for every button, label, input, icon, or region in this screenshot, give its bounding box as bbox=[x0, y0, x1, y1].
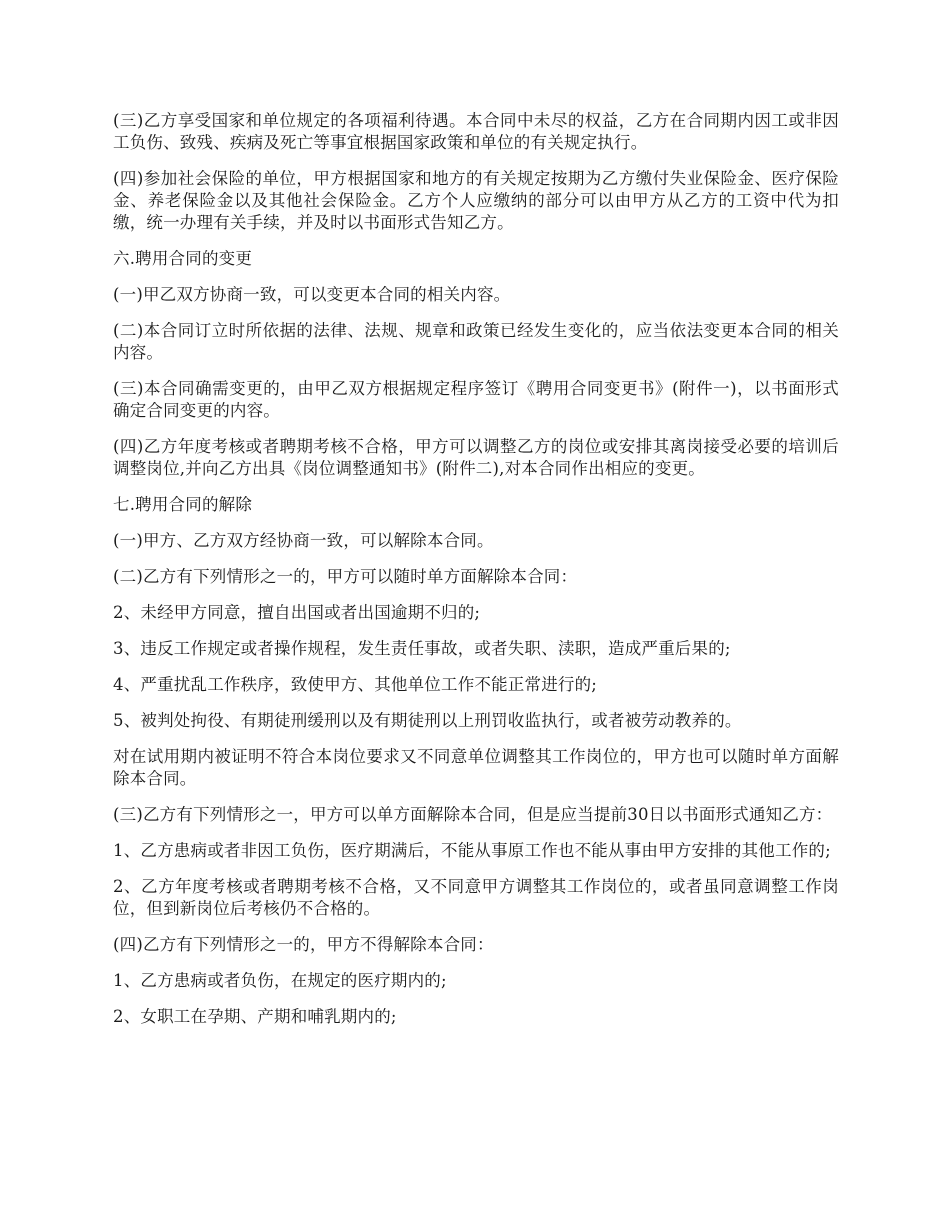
list-item-termination-3-1: 1、乙方患病或者非因工负伤，医疗期满后，不能从事原工作也不能从事由甲方安排的其他工作的; bbox=[113, 841, 831, 860]
list-item-termination-2-2: 2、未经甲方同意，擅自出国或者出国逾期不归的; bbox=[113, 603, 481, 622]
paragraph-termination-3: (三)乙方有下列情形之一，甲方可以单方面解除本合同，但是应当提前30日以书面形式通知乙方： bbox=[113, 805, 833, 824]
section-heading-contract-termination: 七.聘用合同的解除 bbox=[113, 495, 253, 514]
paragraph-termination-2: (二)乙方有下列情形之一的，甲方可以随时单方面解除本合同： bbox=[113, 567, 578, 586]
list-item-termination-2-5: 5、被判处拘役、有期徒刑缓刑以及有期徒刑以上刑罚收监执行，或者被劳动教养的。 bbox=[113, 711, 742, 730]
paragraph-termination-4: (四)乙方有下列情形之一的，甲方不得解除本合同： bbox=[113, 935, 494, 954]
paragraph-termination-1: (一)甲方、乙方双方经协商一致，可以解除本合同。 bbox=[113, 531, 494, 550]
document-body bbox=[113, 110, 839, 1028]
list-item-termination-2-3: 3、违反工作规定或者操作规程，发生责任事故，或者失职、渎职，造成严重后果的; bbox=[113, 639, 731, 658]
paragraph-welfare: (三)乙方享受国家和单位规定的各项福利待遇。本合同中未尽的权益，乙方在合同期内因工或非因工负伤、致残、疾病及死亡等事宜根据国家政策和单位的有关规定执行。 bbox=[113, 111, 839, 152]
paragraph-change-1: (一)甲乙双方协商一致，可以变更本合同的相关内容。 bbox=[113, 285, 511, 304]
paragraph-probation: 对在试用期内被证明不符合本岗位要求又不同意单位调整其工作岗位的，甲方也可以随时单方面解除本合同。 bbox=[113, 747, 839, 788]
list-item-termination-2-4: 4、严重扰乱工作秩序，致使甲方、其他单位工作不能正常进行的; bbox=[113, 675, 598, 694]
paragraph-change-4: (四)乙方年度考核或者聘期考核不合格，甲方可以调整乙方的岗位或安排其离岗接受必要的培训后调整岗位,并向乙方出具《岗位调整通知书》(附件二),对本合同作出相应的变更。 bbox=[113, 437, 839, 478]
list-item-termination-4-2: 2、女职工在孕期、产期和哺乳期内的; bbox=[113, 1007, 397, 1026]
paragraph-change-2: (二)本合同订立时所依据的法律、法规、规章和政策已经发生变化的，应当依法变更本合同的相关内容。 bbox=[113, 321, 839, 362]
section-heading-contract-change: 六.聘用合同的变更 bbox=[113, 249, 253, 268]
paragraph-change-3: (三)本合同确需变更的，由甲乙双方根据规定程序签订《聘用合同变更书》(附件一)，以书面形式确定合同变更的内容。 bbox=[113, 379, 839, 420]
paragraph-social-insurance: (四)参加社会保险的单位，甲方根据国家和地方的有关规定按期为乙方缴付失业保险金、医疗保险金、养老保险金以及其他社会保险金。乙方个人应缴纳的部分可以由甲方从乙方的工资中代为扣缴，统一办理有关手续，并及时以书面形式告知乙方。 bbox=[113, 169, 839, 232]
list-item-termination-4-1: 1、乙方患病或者负伤，在规定的医疗期内的; bbox=[113, 971, 447, 990]
list-item-termination-3-2: 2、乙方年度考核或者聘期考核不合格，又不同意甲方调整其工作岗位的，或者虽同意调整工作岗位，但到新岗位后考核仍不合格的。 bbox=[113, 877, 839, 918]
